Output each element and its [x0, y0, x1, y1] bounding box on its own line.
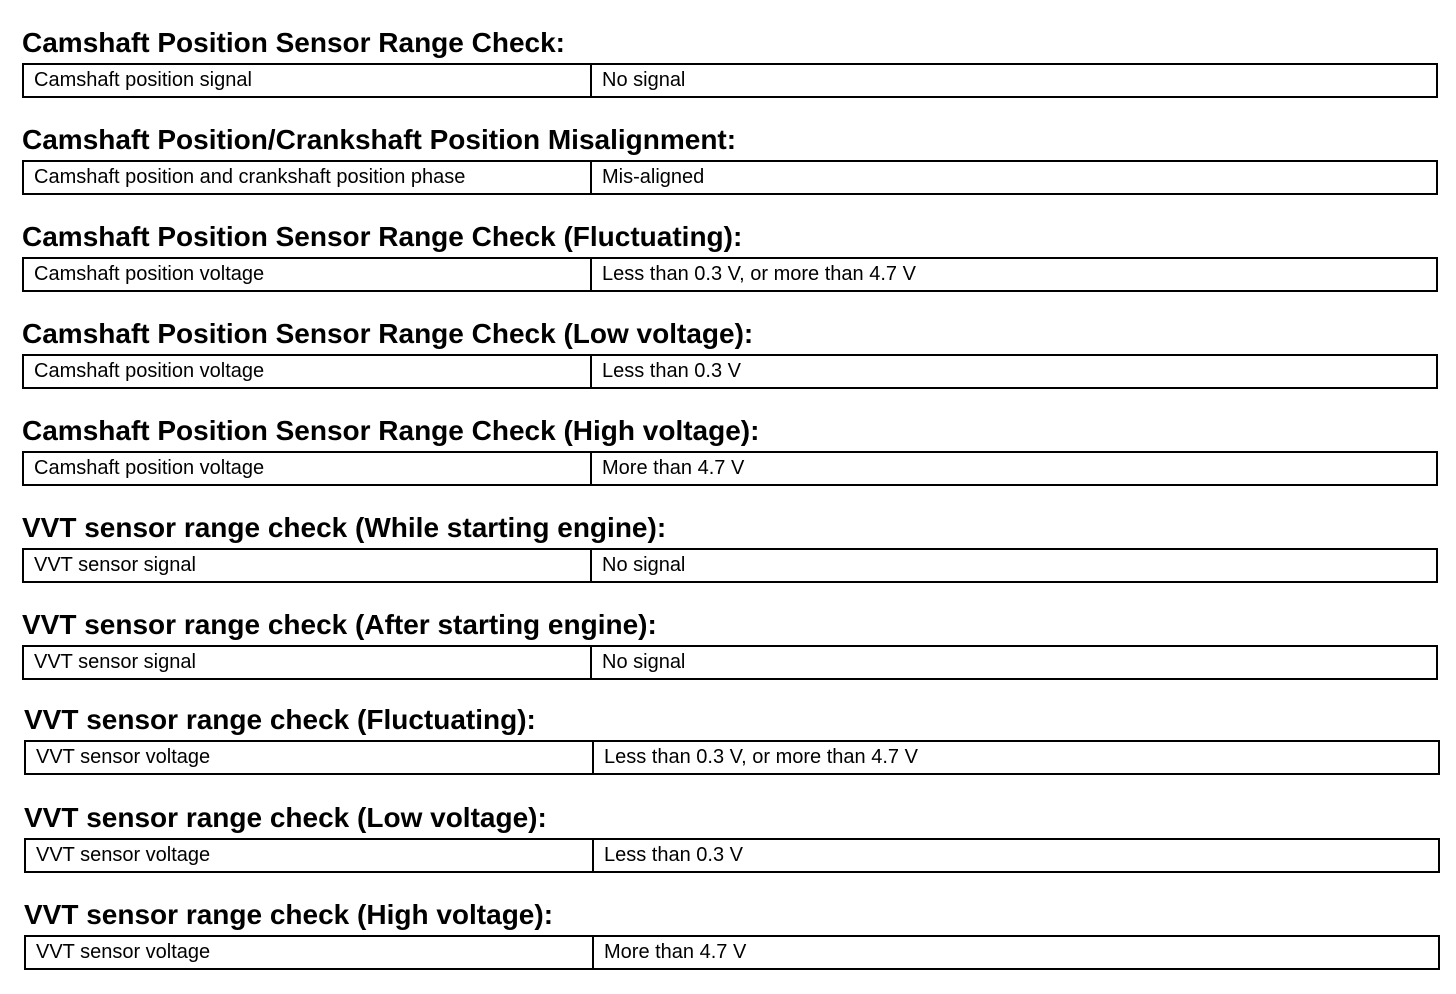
- table-row: [24, 838, 1440, 873]
- section-vvt-fluctuating: [24, 704, 1440, 775]
- section-heading: Camshaft Position Sensor Range Check (High voltage):: [22, 415, 760, 446]
- table-row: [22, 645, 1438, 680]
- item-cell: Camshaft position voltage: [24, 259, 592, 290]
- value-cell: No signal: [602, 554, 686, 576]
- value-cell: No signal: [602, 69, 686, 91]
- section-camshaft-high-voltage: [22, 415, 1438, 486]
- item-cell: Camshaft position voltage: [24, 356, 592, 387]
- item-cell: VVT sensor signal: [24, 550, 592, 581]
- section-heading: Camshaft Position Sensor Range Check:: [22, 27, 566, 58]
- item-cell: VVT sensor voltage: [26, 937, 594, 968]
- section-vvt-after-starting: [22, 609, 1438, 680]
- value-cell: Less than 0.3 V: [602, 360, 741, 382]
- section-heading: VVT sensor range check (After starting engine):: [22, 609, 657, 640]
- value-cell: Less than 0.3 V, or more than 4.7 V: [602, 263, 916, 285]
- table-row: [24, 935, 1440, 970]
- section-heading: Camshaft Position Sensor Range Check (Fluctuating):: [22, 221, 743, 252]
- section-camshaft-range-check: [22, 27, 1438, 98]
- value-cell: Less than 0.3 V, or more than 4.7 V: [604, 746, 918, 768]
- section-vvt-low-voltage: [24, 802, 1440, 873]
- value-cell: More than 4.7 V: [604, 941, 747, 963]
- section-heading: VVT sensor range check (Fluctuating):: [24, 704, 536, 735]
- section-heading: VVT sensor range check (Low voltage):: [24, 802, 547, 833]
- section-vvt-while-starting: [22, 512, 1438, 583]
- table-row: [22, 160, 1438, 195]
- item-cell: Camshaft position voltage: [24, 453, 592, 484]
- table-row: [22, 257, 1438, 292]
- item-cell: VVT sensor voltage: [26, 742, 594, 773]
- section-cam-crank-misalignment: [22, 124, 1438, 195]
- value-cell: Less than 0.3 V: [604, 844, 743, 866]
- table-row: [22, 451, 1438, 486]
- section-heading: Camshaft Position/Crankshaft Position Misalignment:: [22, 124, 737, 155]
- item-cell: Camshaft position signal: [24, 65, 592, 96]
- item-cell: VVT sensor signal: [24, 647, 592, 678]
- section-heading: VVT sensor range check (High voltage):: [24, 899, 554, 930]
- value-cell: More than 4.7 V: [602, 457, 745, 479]
- section-camshaft-fluctuating: [22, 221, 1438, 292]
- table-row: [22, 63, 1438, 98]
- value-cell: No signal: [602, 651, 686, 673]
- section-vvt-high-voltage: [24, 899, 1440, 970]
- item-cell: Camshaft position and crankshaft position phase: [24, 162, 592, 193]
- section-heading: Camshaft Position Sensor Range Check (Low voltage):: [22, 318, 754, 349]
- table-row: [24, 740, 1440, 775]
- value-cell: Mis-aligned: [602, 166, 705, 188]
- section-heading: VVT sensor range check (While starting engine):: [22, 512, 667, 543]
- item-cell: VVT sensor voltage: [26, 840, 594, 871]
- section-camshaft-low-voltage: [22, 318, 1438, 389]
- table-row: [22, 548, 1438, 583]
- table-row: [22, 354, 1438, 389]
